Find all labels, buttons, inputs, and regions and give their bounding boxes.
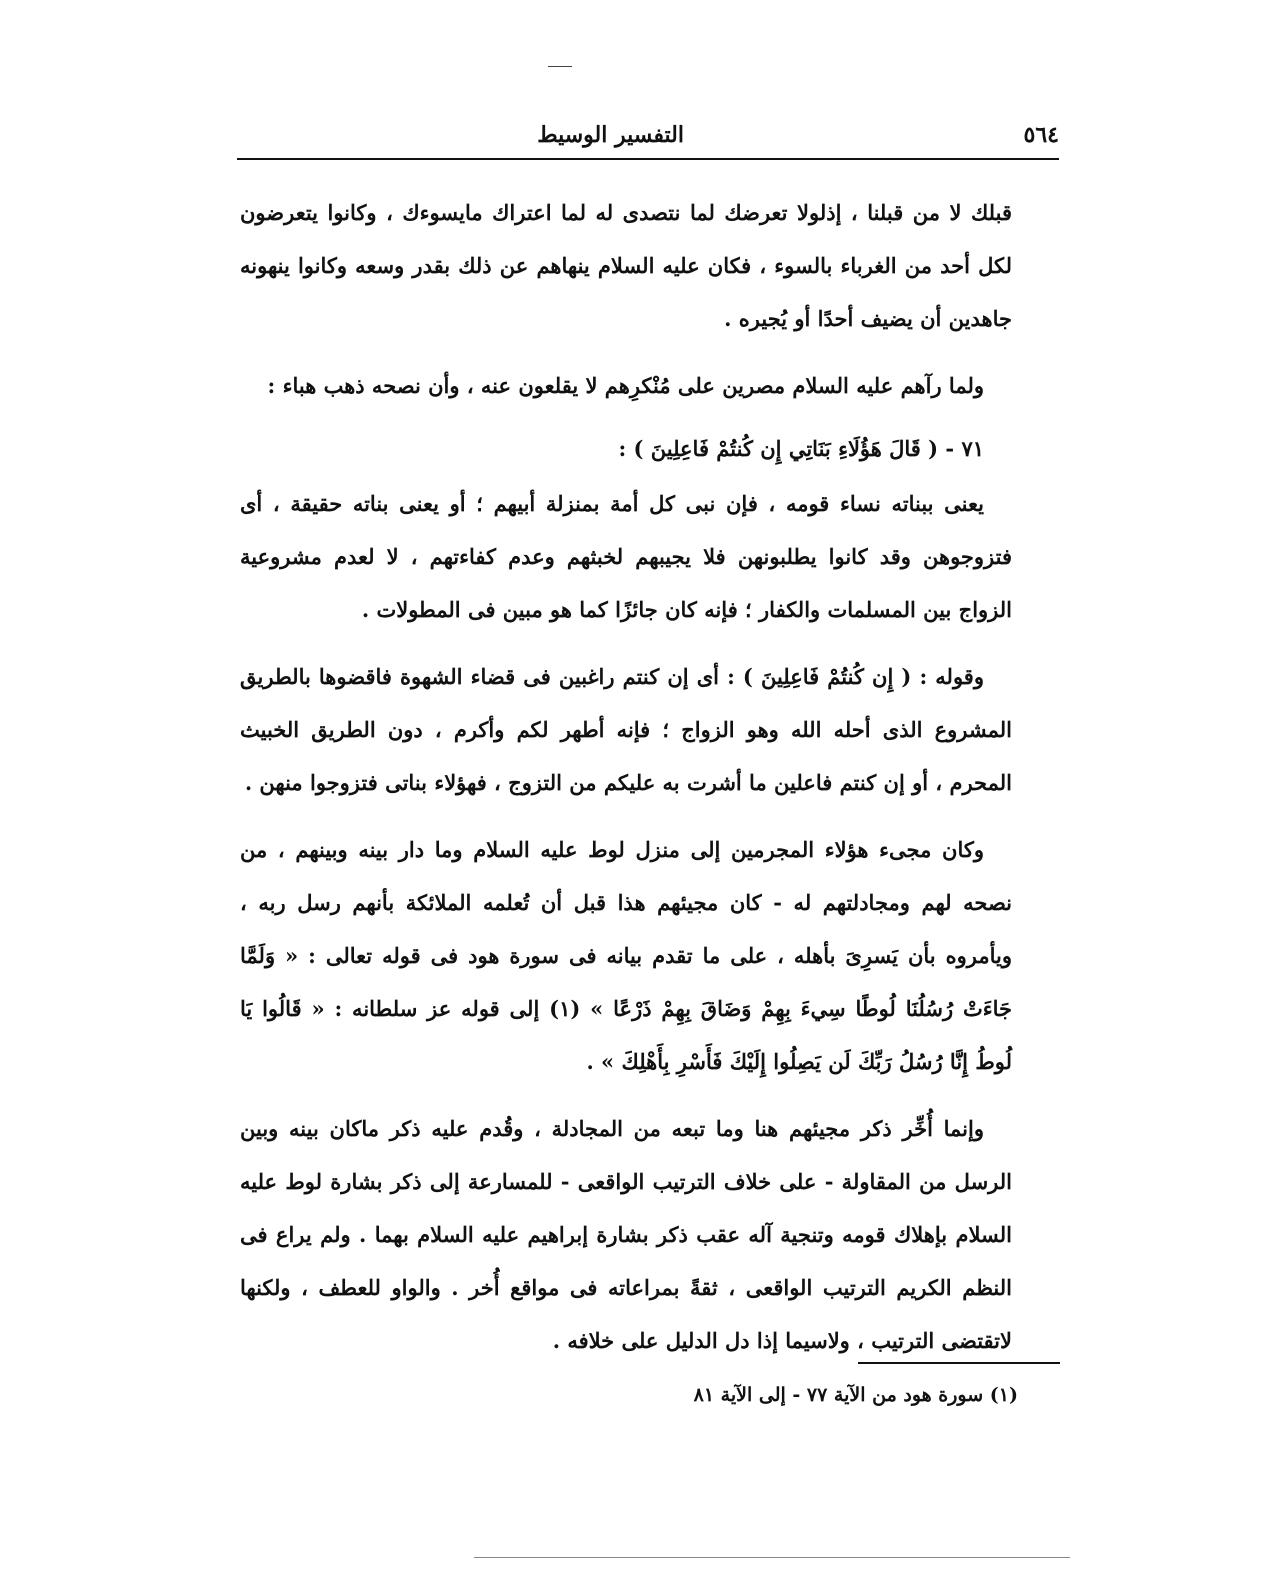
paragraph: ولما رآهم عليه السلام مصرين على مُنْكرِهم لا يقلعون عنه ، وأن نصحه ذهب هباء : xyxy=(267,373,984,398)
page-header xyxy=(237,118,1059,158)
paragraph: وكان مجىء هؤلاء المجرمين إلى منزل لوط عليه السلام وما دار بينه وبينهم ، من نصحه لهم ومجادلتهم له - كان مجيئهم هذا قبل أن تُعلمه الملائكة بأنهم رسل ربه ، ويأمروه بأن يَسرِىَ بأهله ، على ما تقدم بيانه فى سورة هود فى قوله تعالى : « وَلَمَّا جَاءَتْ رُسُلُنَا لُوطًا سِيءَ بِهِمْ وَضَاقَ بِهِمْ ذَرْعًا » (١) إلى قوله عز سلطانه : « قَالُوا يَا لُوطُ إِنَّا رُسُلُ رَبِّكَ لَن يَصِلُوا إِلَيْكَ فَأَسْرِ بِأَهْلِكَ » . xyxy=(240,837,1012,1074)
footnote: (١) سورة هود من الآية ٧٧ - إلى الآية ٨١ xyxy=(693,1384,1018,1406)
paragraph: قبلك لا من قبلنا ، إذلولا تعرضك لما نتصدى له لما اعتراك مايسوءك ، وكانوا يتعرضون لكل أحد من الغرباء بالسوء ، فكان عليه السلام ينهاهم عن ذلك بقدر وسعه وكانوا ينهونه جاهدين أن يضيف أحدًا أو يُجيره . xyxy=(240,200,1012,331)
bottom-scan-line xyxy=(474,1557,1070,1558)
paragraph: وإنما أُخِّر ذكر مجيئهم هنا وما تبعه من المجادلة ، وقُدم عليه ذكر ماكان بينه وبين الرسل من المقاولة - على خلاف الترتيب الواقعى - للمسارعة إلى ذكر بشارة لوط عليه السلام بإهلاك قومه وتنجية آله عقب ذكر بشارة إبراهيم عليه السلام بهما . ولم يراع فى النظم الكريم الترتيب الواقعى ، ثقةً بمراعاته فى مواقع أُخر . والواو للعطف ، ولكنها لاتقتضى الترتيب ، ولاسيما إذا دل الدليل على خلافه . xyxy=(240,1116,1012,1353)
verse-heading: ٧١ - ( قَالَ هَؤُلَاءِ بَنَاتِي إِن كُنتُمْ فَاعِلِينَ ) : xyxy=(618,436,984,461)
paragraph: وقوله : ( إِن كُنتُمْ فَاعِلِينَ ) : أى إن كنتم راغبين فى قضاء الشهوة فاقضوها بالطريق المشروع الذى أحله الله وهو الزواج ؛ فإنه أطهر لكم وأكرم ، دون الطريق الخبيث المحرم ، أو إن كنتم فاعلين ما أشرت به عليكم من التزوج ، فهؤلاء بناتى فتزوجوا منهن . xyxy=(240,664,1012,795)
top-scan-mark xyxy=(548,66,572,67)
body-text xyxy=(240,186,1012,1367)
header-divider xyxy=(237,158,1059,160)
paragraph: يعنى ببناته نساء قومه ، فإن نبى كل أمة بمنزلة أبيهم ؛ أو يعنى بناته حقيقة ، أى فتزوجوهن وقد كانوا يطلبونهن فلا يجيبهم لخبثهم وعدم كفاءتهم ، لا لعدم مشروعية الزواج بين المسلمات والكفار ؛ فإنه كان جائزًا كما هو مبين فى المطولات . xyxy=(240,491,1012,622)
footnote-divider xyxy=(858,1362,1060,1364)
page-number: ٥٦٤ xyxy=(1023,122,1059,148)
running-title: التفسير الوسيط xyxy=(537,122,684,148)
